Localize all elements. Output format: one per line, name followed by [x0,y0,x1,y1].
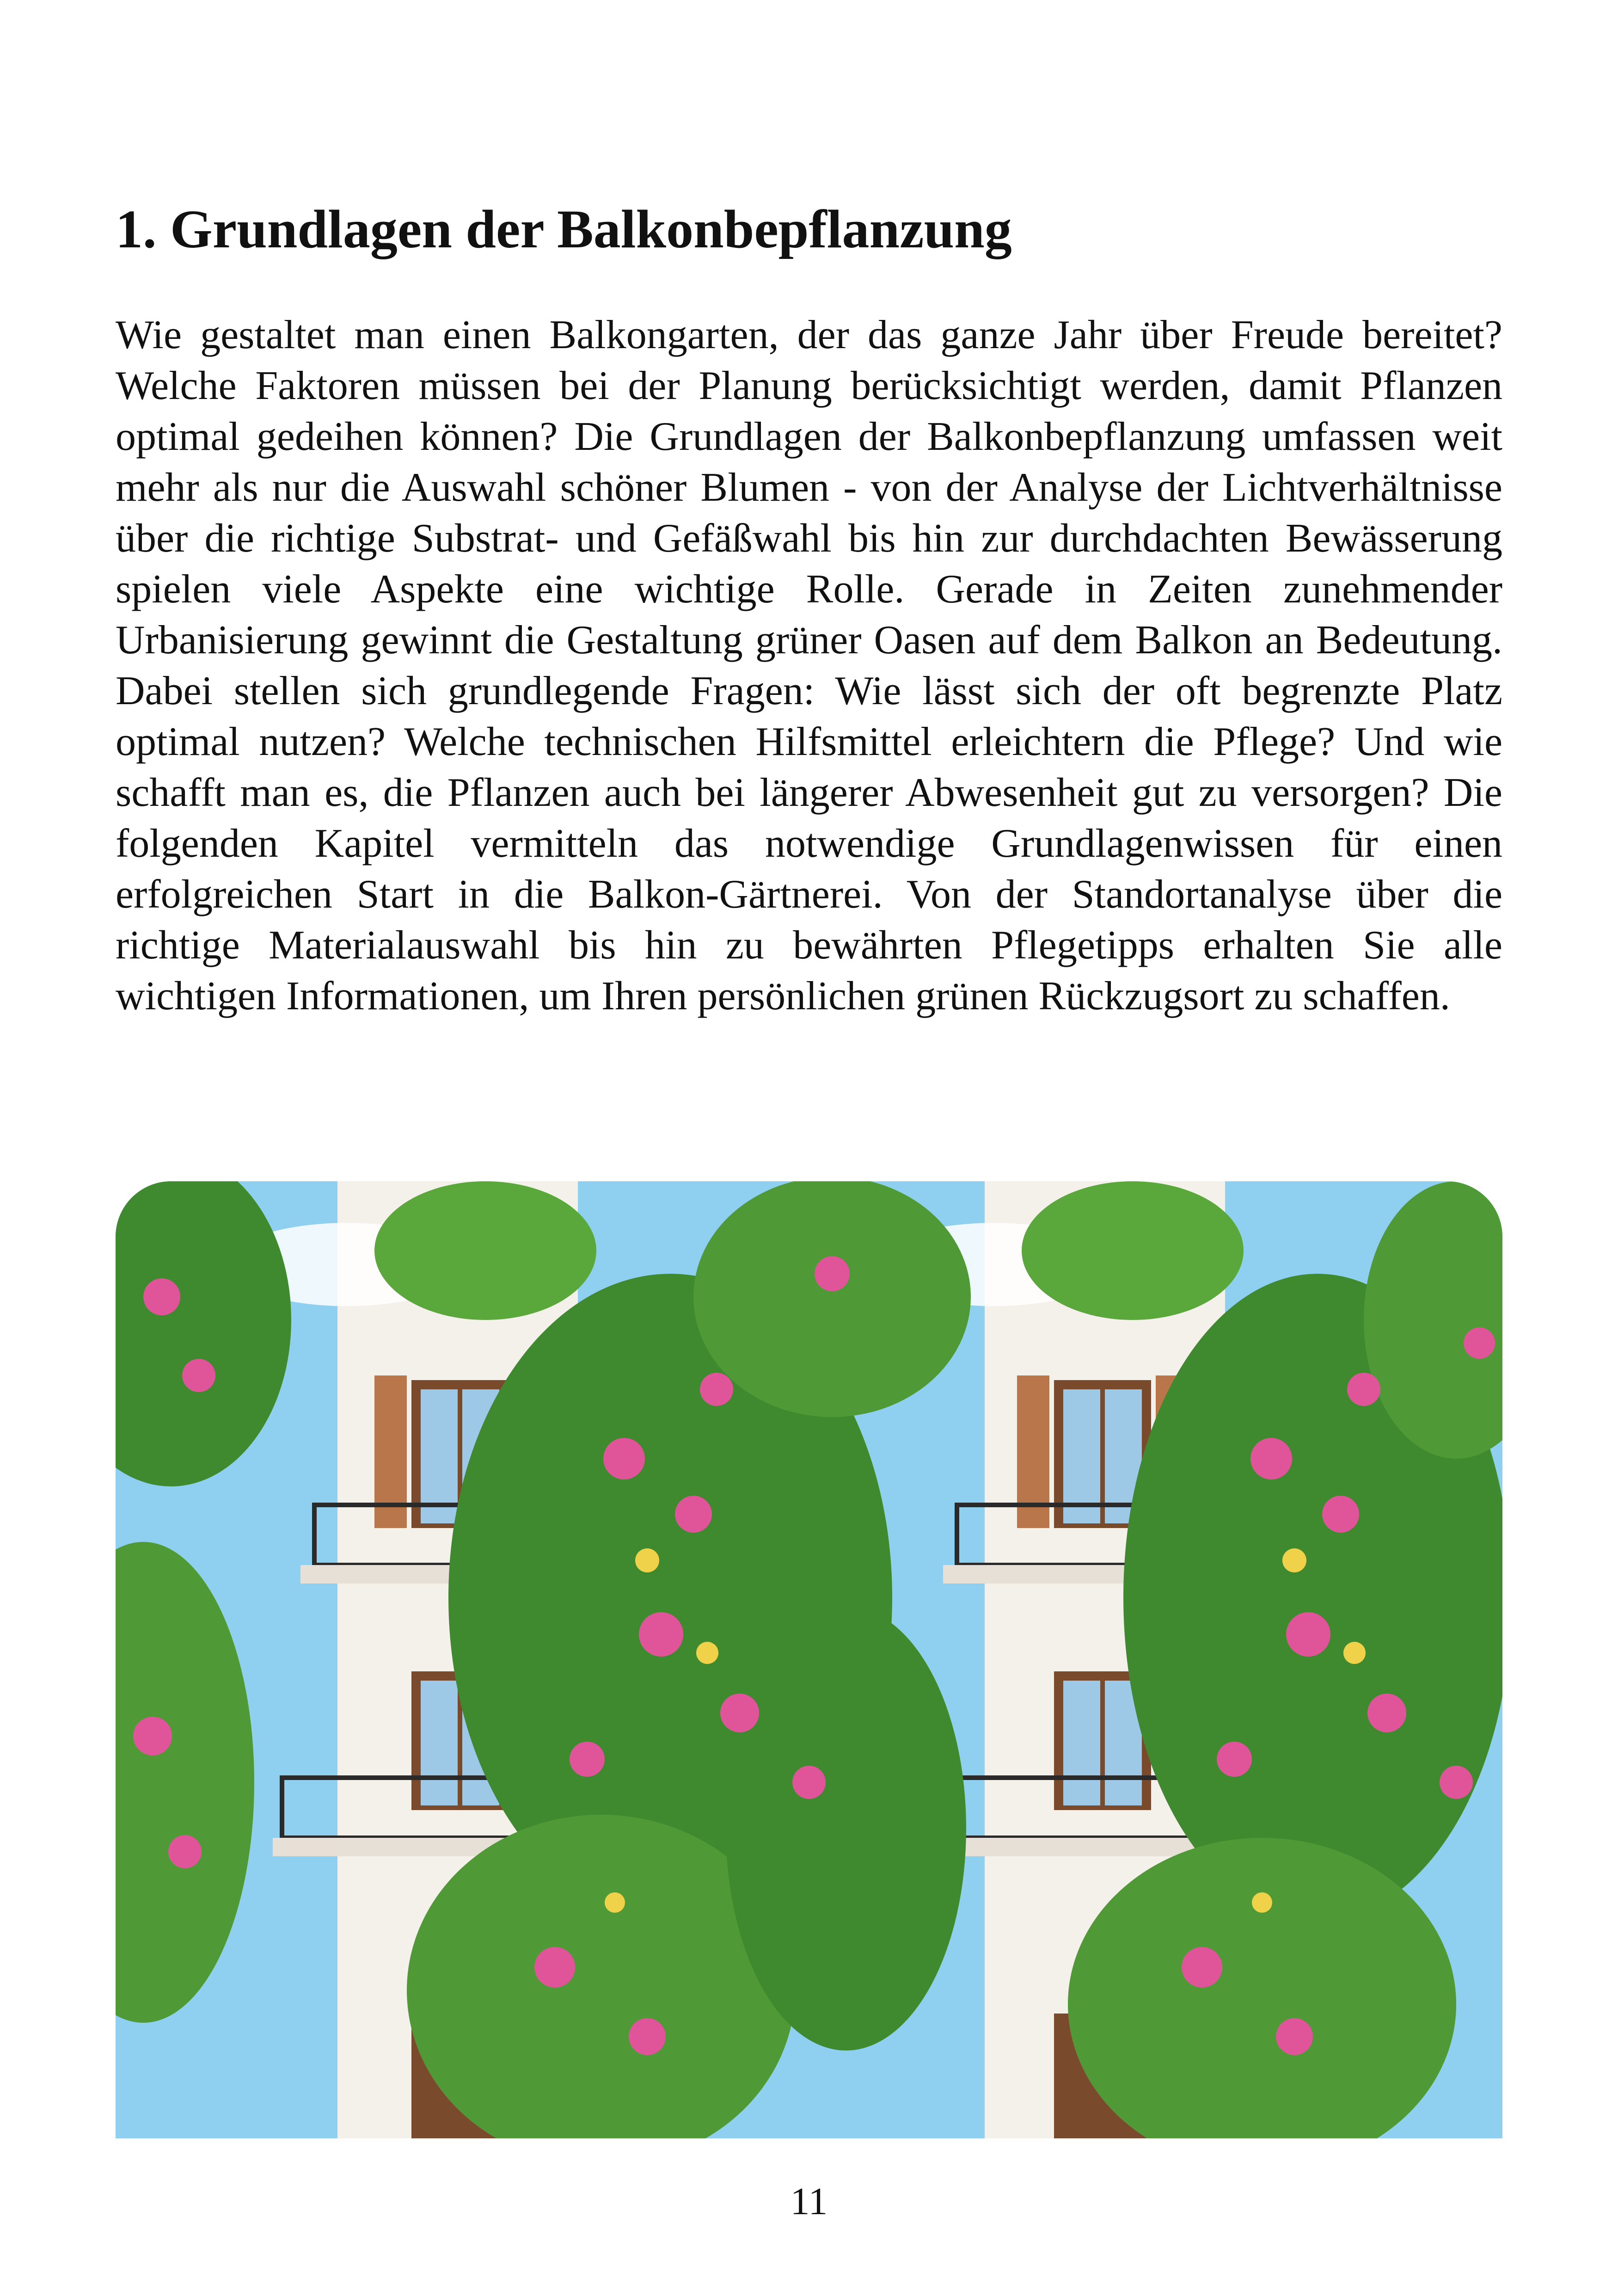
balcony-illustration [116,1181,1502,2138]
balcony-illustration-drawing [116,1181,1502,2138]
page-number: 11 [790,2180,828,2223]
intro-paragraph: Wie gestaltet man einen Balkongarten, der das ganze Jahr über Freude bereitet? Welche Faktoren müssen bei der Planung berücksichtigt werden, damit Pflanzen optimal gedeihen können? Die Grundlagen der Balkonbepflanzung umfassen weit mehr als nur die Auswahl schöner Blumen - von der Analyse der Lichtverhältnisse über die richtige Substrat- und Gefäßwahl bis hin zur durchdachten Bewässerung spielen viele Aspekte eine wichtige Rolle. Gerade in Zeiten zunehmender Urbanisierung gewinnt die Gestaltung grüner Oasen auf dem Balkon an Bedeutung. Dabei stellen sich grundlegende Fragen: Wie lässt sich der oft begrenzte Platz optimal nutzen? Welche technischen Hilfsmittel erleichtern die Pflege? Und wie schafft man es, die Pflanzen auch bei längerer Abwesenheit gut zu versorgen? Die folgenden Kapitel vermitteln das notwendige Grundlagenwissen für einen erfolgreichen Start in die Balkon-Gärtnerei. Von der Standortanalyse über die richtige Materialauswahl bis hin zu bewährten Pflegetipps erhalten Sie alle wichtigen Informationen, um Ihren persönlichen grünen Rückzugsort zu schaffen. [116,313,1502,1019]
chapter-heading: 1. Grundlagen der Balkonbepflanzung [116,199,1012,259]
